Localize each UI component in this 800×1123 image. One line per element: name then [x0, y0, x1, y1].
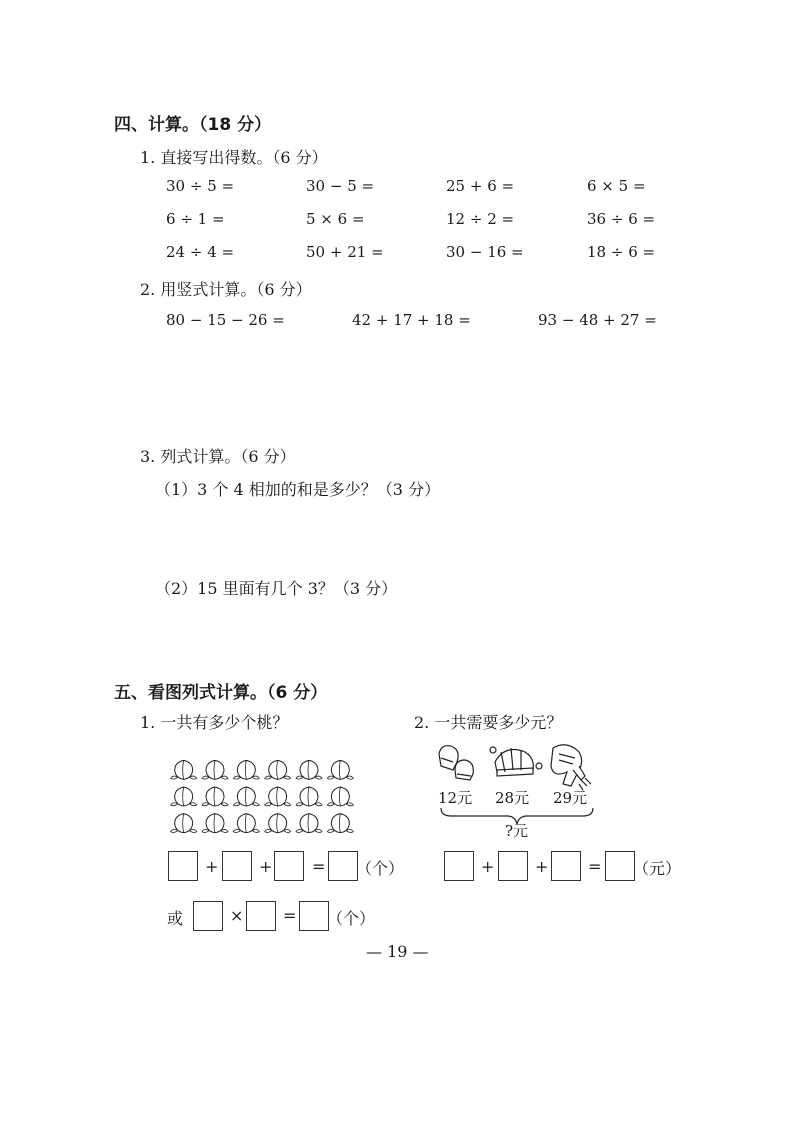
peach-icon	[327, 814, 353, 833]
peach-icon	[171, 814, 197, 833]
unit-label: （个）	[327, 909, 376, 928]
answer-box[interactable]	[274, 851, 304, 881]
calc-item: 25 + 6 =	[446, 177, 515, 195]
q1-title: 1. 直接写出得数。（6 分）	[140, 148, 328, 167]
scarf-icon	[551, 745, 591, 790]
plus-sign: +	[481, 857, 495, 876]
answer-box[interactable]	[498, 851, 528, 881]
peach-icon	[202, 760, 228, 779]
peach-icon	[296, 787, 322, 806]
times-sign: ×	[230, 906, 244, 925]
q3-sub2: （2）15 里面有几个 3？（3 分）	[155, 579, 398, 598]
vertical-calc-item: 80 − 15 − 26 =	[166, 311, 285, 329]
calc-item: 6 ÷ 1 =	[166, 210, 225, 228]
price-mittens: 12元	[438, 789, 473, 807]
hat-icon	[490, 747, 542, 776]
q3-title: 3. 列式计算。（6 分）	[140, 447, 296, 466]
vertical-calc-item: 93 − 48 + 27 =	[538, 311, 657, 329]
equals-sign: =	[588, 857, 602, 876]
section5-title: 五、看图列式计算。（6 分）	[114, 683, 328, 703]
answer-box[interactable]	[246, 901, 276, 931]
calc-item: 30 − 16 =	[446, 243, 524, 261]
plus-sign: +	[535, 857, 549, 876]
or-label: 或	[167, 909, 184, 928]
peach-icon	[202, 814, 228, 833]
mittens-icon	[439, 746, 473, 780]
answer-box[interactable]	[605, 851, 635, 881]
page-number: — 19 —	[366, 942, 429, 961]
unit-label: （元）	[633, 859, 682, 878]
calc-item: 36 ÷ 6 =	[587, 210, 656, 228]
answer-box[interactable]	[168, 851, 198, 881]
s5-q2-title: 2. 一共需要多少元？	[414, 713, 563, 732]
answer-box[interactable]	[222, 851, 252, 881]
s5-q1-title: 1. 一共有多少个桃？	[140, 713, 289, 732]
peach-icon	[265, 787, 291, 806]
peach-icon	[202, 787, 228, 806]
answer-box[interactable]	[193, 901, 223, 931]
peach-icon	[327, 760, 353, 779]
calc-item: 30 − 5 =	[306, 177, 375, 195]
plus-sign: +	[259, 857, 273, 876]
section4-title: 四、计算。（18 分）	[114, 115, 272, 135]
price-total: ?元	[505, 822, 529, 840]
peach-icon	[233, 787, 259, 806]
calc-item: 6 × 5 =	[587, 177, 646, 195]
price-hat: 28元	[495, 789, 530, 807]
calc-item: 18 ÷ 6 =	[587, 243, 656, 261]
price-scarf: 29元	[553, 789, 588, 807]
answer-box[interactable]	[551, 851, 581, 881]
peach-icon	[265, 814, 291, 833]
calc-item: 30 ÷ 5 =	[166, 177, 235, 195]
answer-box[interactable]	[444, 851, 474, 881]
vertical-calc-item: 42 + 17 + 18 =	[352, 311, 471, 329]
calc-item: 12 ÷ 2 =	[446, 210, 515, 228]
answer-box[interactable]	[299, 901, 329, 931]
plus-sign: +	[205, 857, 219, 876]
peach-grid-svg	[168, 756, 356, 836]
calc-item: 24 ÷ 4 =	[166, 243, 235, 261]
peach-illustration	[168, 756, 356, 836]
equals-sign: =	[283, 906, 297, 925]
equals-sign: =	[312, 857, 326, 876]
q3-sub1: （1）3 个 4 相加的和是多少？（3 分）	[155, 480, 441, 499]
peach-icon	[327, 787, 353, 806]
peach-icon	[171, 760, 197, 779]
peach-icon	[171, 787, 197, 806]
peach-icon	[265, 760, 291, 779]
peach-icon	[296, 760, 322, 779]
calc-item: 50 + 21 =	[306, 243, 384, 261]
peach-icon	[296, 814, 322, 833]
calc-item: 5 × 6 =	[306, 210, 365, 228]
answer-box[interactable]	[328, 851, 358, 881]
peach-icon	[233, 760, 259, 779]
peach-icon	[233, 814, 259, 833]
unit-label: （个）	[356, 859, 405, 878]
q2-title: 2. 用竖式计算。（6 分）	[140, 280, 312, 299]
